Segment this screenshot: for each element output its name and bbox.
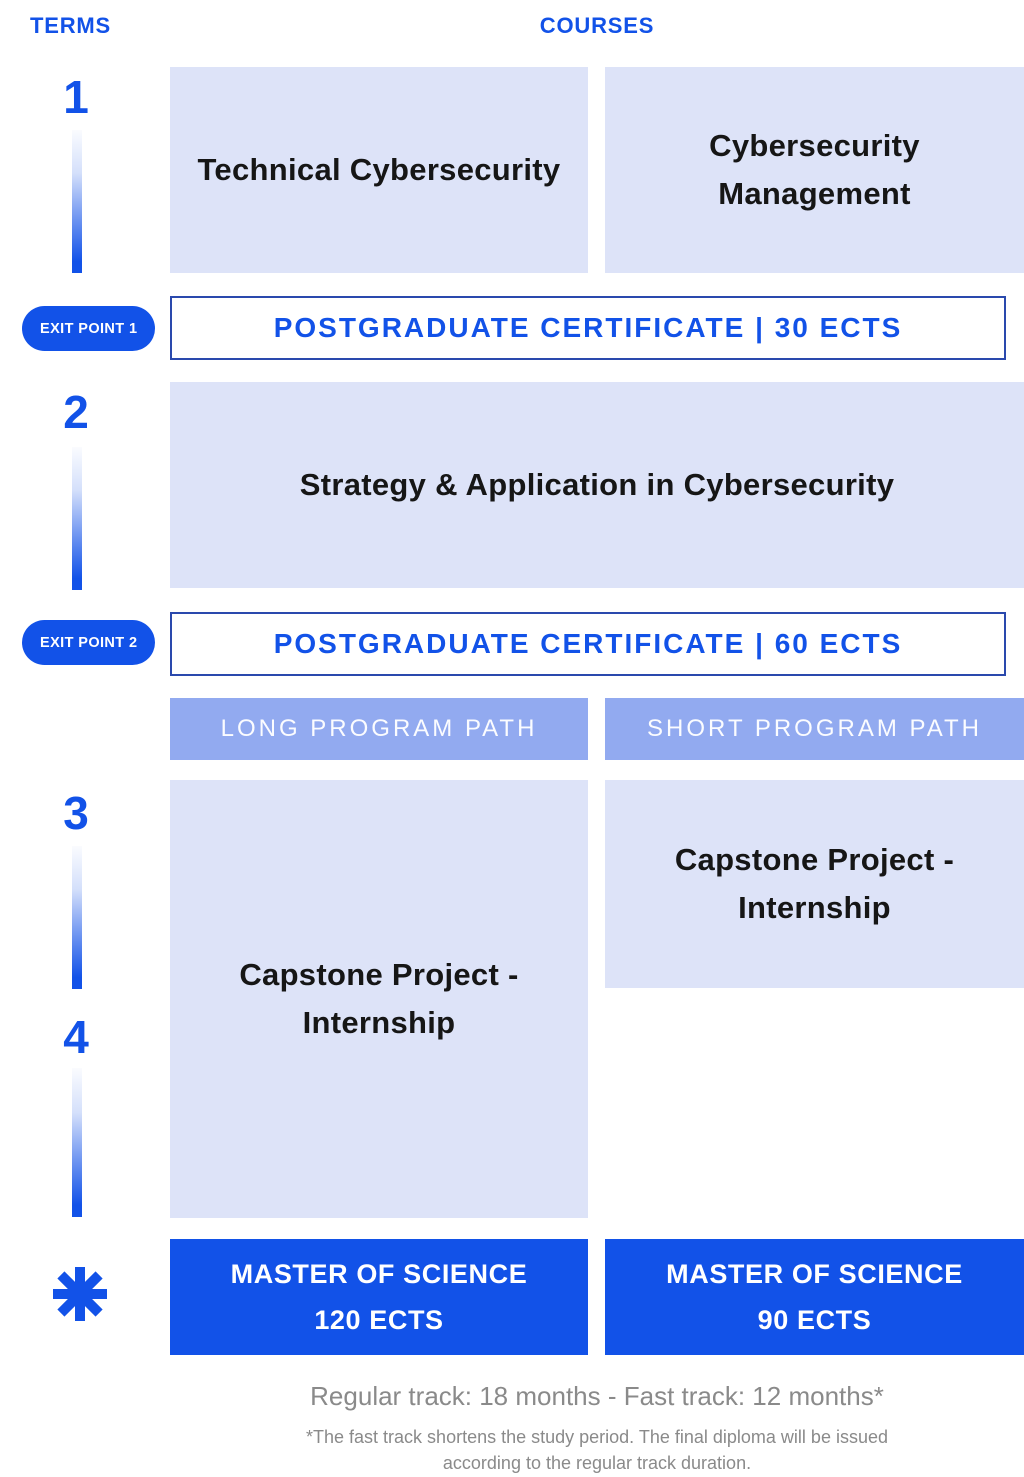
certificate-30-ects-box [170, 296, 1006, 360]
course-box-cybersecurity-management [605, 67, 1024, 273]
term-2-timeline [72, 447, 82, 590]
term-2-number: 2 [63, 386, 89, 438]
certificate-30-ects-label: POSTGRADUATE CERTIFICATE | 30 ECTS [273, 312, 903, 343]
exit-point-2-badge: EXIT POINT 2 [22, 620, 155, 665]
course-box-technical-cybersecurity [170, 67, 588, 273]
exit-point-1-badge: EXIT POINT 1 [22, 306, 155, 351]
course-title: Capstone Project - Internship [239, 956, 519, 1040]
term-4-timeline [72, 1068, 82, 1217]
term-3-number: 3 [63, 787, 89, 839]
msc-degree-ects: 120 ECTS [314, 1305, 444, 1335]
term-3-timeline [72, 846, 82, 989]
msc-90-ects-box [605, 1239, 1024, 1355]
course-title: Technical Cybersecurity [197, 151, 561, 187]
msc-degree-title: MASTER OF SCIENCE [666, 1258, 963, 1289]
msc-degree-title: MASTER OF SCIENCE [230, 1258, 528, 1289]
term-1-number: 1 [63, 71, 89, 123]
fast-track-footnote: *The fast track shortens the study period. The final diploma will be issued according to the regular track duration. [306, 1427, 888, 1474]
term-4-number: 4 [63, 1011, 89, 1063]
certificate-60-ects-label: POSTGRADUATE CERTIFICATE | 60 ECTS [273, 628, 903, 659]
courses-column-header: COURSES [539, 13, 655, 38]
track-duration-text: Regular track: 18 months - Fast track: 12 months* [310, 1381, 884, 1411]
course-box-strategy-application [170, 382, 1024, 588]
course-title: Cybersecurity Management [709, 127, 920, 211]
terms-column-header: TERMS [30, 13, 111, 38]
long-program-path-header: LONG PROGRAM PATH [170, 698, 588, 760]
certificate-60-ects-box [170, 612, 1006, 676]
course-box-capstone-long-path [170, 780, 588, 1218]
course-box-capstone-short-path [605, 780, 1024, 988]
asterisk-icon [53, 1267, 107, 1321]
course-title: Capstone Project - Internship [674, 841, 955, 925]
course-title: Strategy & Application in Cybersecurity [299, 466, 895, 502]
msc-120-ects-box [170, 1239, 588, 1355]
msc-degree-ects: 90 ECTS [757, 1305, 872, 1335]
short-program-path-header: SHORT PROGRAM PATH [605, 698, 1024, 760]
term-1-timeline [72, 130, 82, 273]
